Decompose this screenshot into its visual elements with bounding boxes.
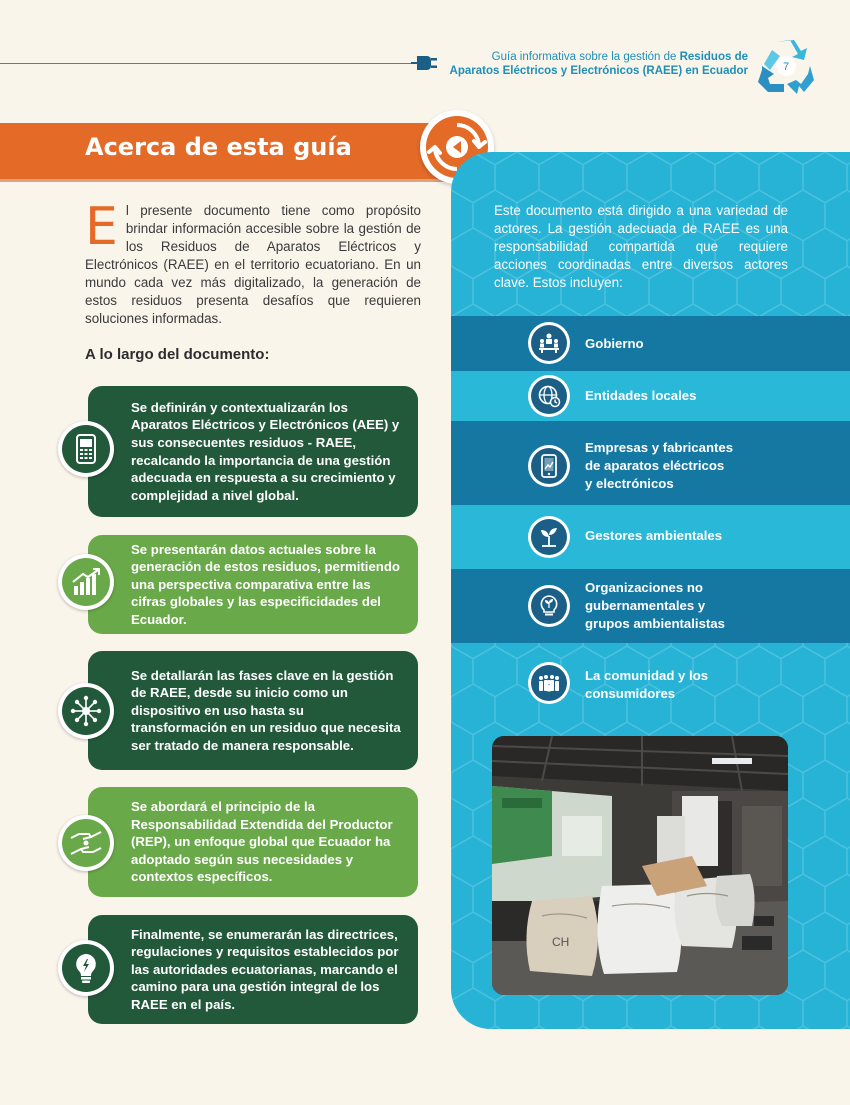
warehouse-illustration [492, 736, 788, 995]
point-icon-badge-4 [58, 815, 114, 871]
intro-text: l presente documento tiene como propósito brindar información accesible sobre la gestión de los Residuos de Aparatos Eléctricos y Electrónicos (RAEE) en el territorio ecuatoriano. En un mundo cada vez más digitalizado, la generación de estos residuos presenta desafíos que requieren soluciones informadas. [85, 203, 421, 326]
lightbulb-icon [73, 952, 99, 984]
point-card-3 [88, 651, 418, 770]
svg-text:CH: CH [552, 935, 570, 949]
actor-6-line2: consumidores [585, 686, 676, 701]
point-card-1 [88, 386, 418, 517]
header-normal-text: Guía informativa sobre la gestión de [491, 51, 680, 63]
eco-bulb-icon [538, 594, 560, 618]
actor-label-1 [585, 335, 785, 353]
point-icon-badge-5 [58, 940, 114, 996]
header-bold-text-1: Residuos de [679, 51, 748, 63]
growth-chart-icon [71, 568, 101, 596]
actor-3-line2: de aparatos eléctricos [585, 458, 725, 473]
actor-3-line3: y electrónicos [585, 476, 674, 491]
actor-5-line2: gubernamentales y [585, 598, 706, 613]
page-number: 7 [782, 61, 790, 73]
point-text-1: Se definirán y contextualizarán los Aparatos Eléctricos y Electrónicos (AEE) y sus consecuentes residuos - RAEE, recalcando la importancia de una gestión adecuada en respuesta a su crecimiento y complejidad a nivel global. [131, 399, 400, 503]
recycle-icon [754, 36, 818, 96]
intro-paragraph [85, 197, 421, 328]
actor-label-4 [585, 527, 785, 545]
government-icon [538, 332, 560, 354]
actor-label-6 [585, 667, 785, 703]
actor-6-line1: La comunidad y los [585, 668, 709, 683]
recycle-page-badge [754, 36, 818, 96]
point-card-2 [88, 535, 418, 634]
warehouse-photo [492, 736, 788, 995]
actor-label-2 [585, 387, 785, 405]
page-title: Acerca de esta guía [85, 133, 352, 161]
point-icon-badge-2 [58, 554, 114, 610]
point-card-5 [88, 915, 418, 1024]
point-text-4: Se abordará el principio de la Responsabilidad Extendida del Productor (REP), un enfoque global que Ecuador ha adoptado según sus necesidades y contextos específicos. [131, 799, 393, 885]
point-text-5: Finalmente, se enumerarán las directrices, regulaciones y requisitos establecidos por las autoridades ecuatorianas, marcando el camino para una gestión integral de los RAEE en el país. [131, 926, 399, 1012]
point-text-2: Se presentarán datos actuales sobre la generación de estos residuos, permitiendo una perspectiva comparativa entre las cifras globales y las especificidades del Ecuador. [131, 541, 400, 627]
header-rule [0, 63, 420, 64]
network-nodes-icon [70, 695, 102, 727]
point-card-4 [88, 787, 418, 897]
actor-label-3 [585, 439, 785, 493]
actor-icon-badge-4 [528, 516, 570, 558]
point-icon-badge-3 [58, 683, 114, 739]
header-bold-text-2: Aparatos Eléctricos y Electrónicos (RAEE) en Ecuador [449, 65, 748, 77]
actor-5-line1: Organizaciones no [585, 580, 703, 595]
actor-3-line1: Empresas y fabricantes [585, 440, 734, 455]
actor-label-5 [585, 579, 785, 633]
hands-handover-icon [69, 828, 103, 858]
community-people-icon [536, 673, 562, 693]
drop-cap: E [85, 197, 118, 257]
mobile-device-icon [540, 454, 558, 478]
actor-icon-badge-2 [528, 375, 570, 417]
point-text-3: Se detallarán las fases clave en la gestión de RAEE, desde su inicio como un dispositivo en uso hasta su transformación en un residuo que necesita ser tratado de manera responsable. [131, 667, 401, 753]
audience-intro: Este documento está dirigido a una variedad de actores. La gestión adecuada de RAEE es una responsabilidad compartida que requiere acciones coordinadas entre diversos actores clave. Estos incluyen: [494, 203, 788, 290]
actor-5-line3: grupos ambientalistas [585, 616, 725, 631]
local-entities-globe-icon [537, 384, 561, 408]
running-header [408, 50, 748, 78]
actor-1-line1: Gobierno [585, 336, 644, 351]
plant-sprout-icon [538, 526, 560, 548]
actor-icon-badge-3 [528, 445, 570, 487]
point-icon-badge-1 [58, 421, 114, 477]
actor-icon-badge-1 [528, 322, 570, 364]
section-subheading: A lo largo del documento: [85, 346, 270, 363]
actor-icon-badge-5 [528, 585, 570, 627]
actor-icon-badge-6 [528, 662, 570, 704]
actor-4-line1: Gestores ambientales [585, 528, 723, 543]
actor-2-line1: Entidades locales [585, 388, 697, 403]
smartphone-icon [74, 434, 98, 464]
